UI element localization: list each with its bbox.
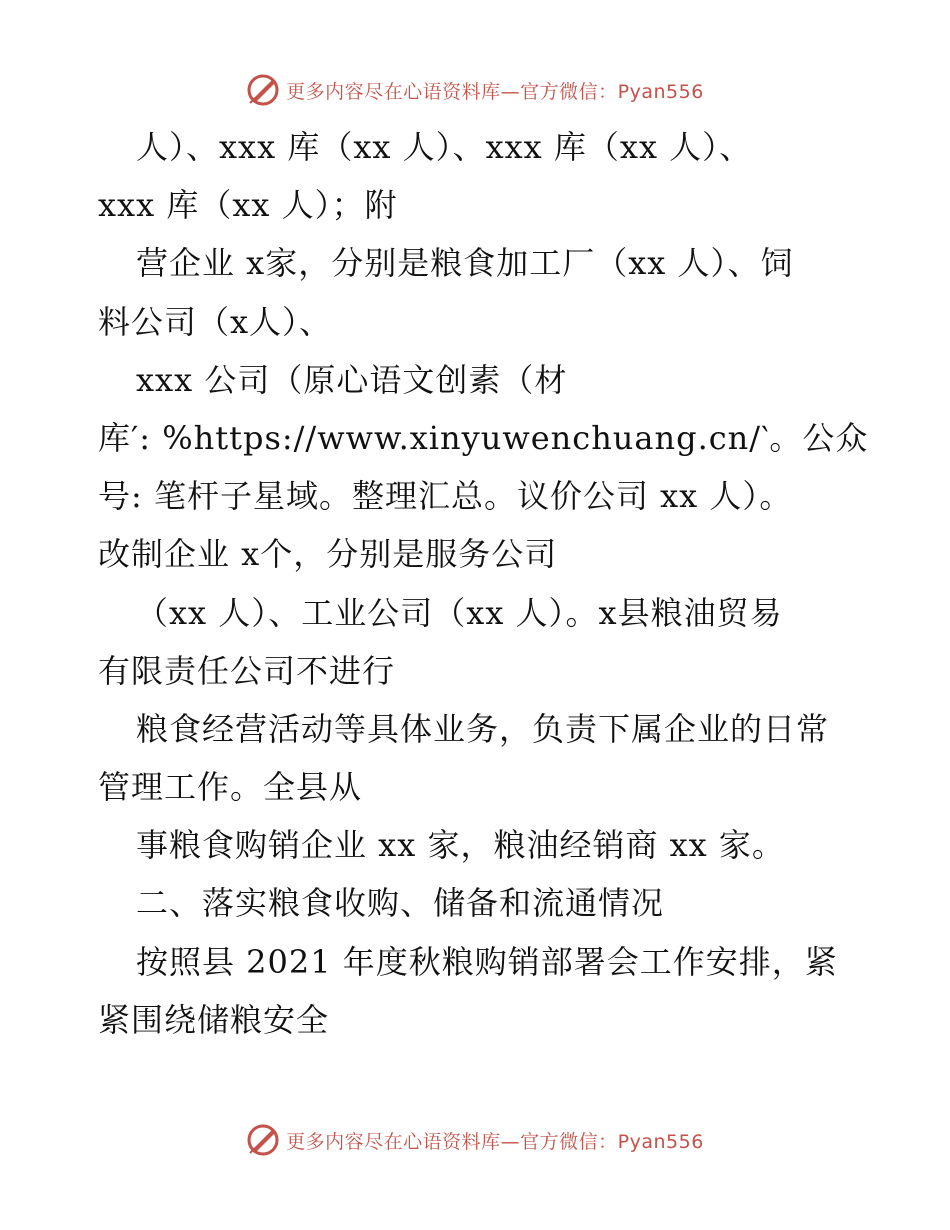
header-banner-inner — [246, 73, 704, 107]
body-line: 按照县 2021 年度秋粮购销部署会工作安排，紧 — [136, 942, 838, 981]
document-body — [98, 118, 869, 1049]
body-line: 库′: %https://www.xinyuwenchuang.cn/‵。公众 — [98, 418, 869, 457]
footer-banner-text: 更多内容尽在心语资料库—官方微信：Pyan556 — [286, 1130, 704, 1153]
body-line: 事粮食购销企业 xx 家，粮油经销商 xx 家。 — [136, 826, 785, 865]
quill-logo-icon — [246, 1123, 280, 1157]
body-line: 营企业 x家，分别是粮食加工厂（xx 人）、饲 — [136, 244, 794, 283]
body-line: xxx 公司（原心语文创素（材 — [136, 360, 568, 399]
header-banner-text: 更多内容尽在心语资料库—官方微信：Pyan556 — [286, 80, 704, 103]
body-line: 改制企业 x个，分别是服务公司 — [98, 535, 558, 574]
body-line: 粮食经营活动等具体业务，负责下属企业的日常 — [136, 709, 830, 748]
body-line: 管理工作。全县从 — [98, 768, 363, 807]
footer-banner — [0, 1120, 950, 1160]
body-line: 号: 笔杆子星域。整理汇总。议价公司 xx 人）。 — [98, 477, 793, 516]
body-line: 人）、xxx 库（xx 人）、xxx 库（xx 人）、 — [136, 128, 753, 166]
body-line: 料公司（x人）、 — [98, 302, 333, 341]
body-line: 紧围绕储粮安全 — [98, 1000, 330, 1039]
body-line: xxx 库（xx 人）；附 — [98, 186, 398, 225]
body-line: （xx 人）、工业公司（xx 人）。x县粮油贸易 — [136, 593, 783, 632]
footer-banner-inner — [246, 1123, 704, 1157]
section-heading: 二、落实粮食收购、储备和流通情况 — [136, 884, 665, 923]
quill-logo-icon — [246, 73, 280, 107]
header-banner — [0, 70, 950, 110]
body-line: 有限责任公司不进行 — [98, 651, 396, 690]
